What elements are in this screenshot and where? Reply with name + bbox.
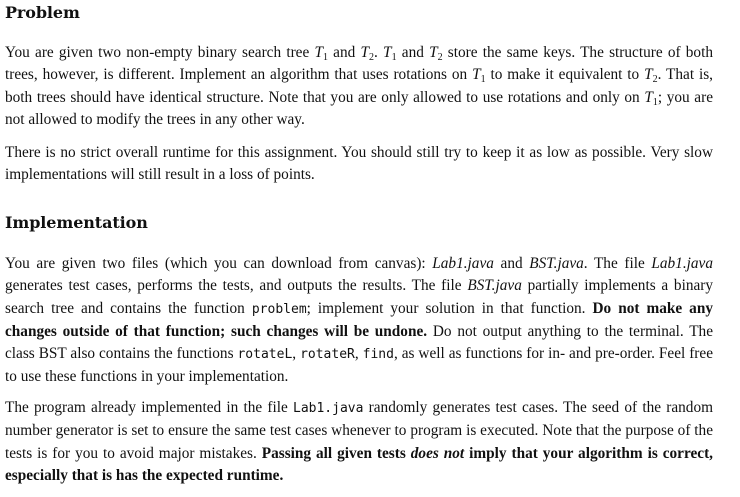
filename-lab1: Lab1.java — [651, 255, 713, 272]
code-rotater: rotateR — [300, 347, 355, 363]
math-subscript: 2 — [437, 52, 443, 63]
text-run: You are given two files (which you can download from canvas): — [5, 255, 433, 272]
text-run: , as well as functions for in- and pre-order. Feel free to use these functions in your implementation. — [5, 345, 713, 386]
math-t1 — [644, 89, 658, 106]
code-rotatel: rotateL — [237, 347, 293, 363]
text-run: imply that your algorithm is correct, especially that is has the expected runtime. — [5, 444, 713, 484]
text-run: Passing all given tests — [261, 444, 411, 462]
paragraph-tests — [5, 397, 713, 487]
text-run: . The file — [583, 255, 652, 272]
text-run: , — [354, 345, 363, 363]
math-subscript: 1 — [480, 74, 486, 86]
math-symbol: T — [360, 44, 369, 61]
math-subscript: 1 — [652, 96, 658, 108]
text-run: and — [493, 255, 530, 272]
heading-implementation: Implementation — [5, 213, 148, 232]
math-t1 — [314, 44, 328, 61]
code-lab1-java: Lab1.java — [293, 401, 364, 416]
math-subscript: 2 — [652, 74, 658, 86]
bold-warning: Do not make any changes outside of that function; such changes will be undone. — [5, 299, 713, 340]
math-symbol: T — [472, 66, 481, 84]
heading-problem: Problem — [5, 3, 80, 22]
text-run: to make it equivalent to — [485, 66, 645, 84]
math-symbol: T — [644, 88, 653, 106]
text-run: generates test cases, performs the tests, and outputs the results. The file — [5, 277, 468, 295]
math-subscript: 1 — [391, 52, 397, 63]
text-run: . That is, both trees should have identical structure. Note that you are only allowed to use rotations and only on — [5, 66, 713, 106]
math-t2 — [360, 44, 374, 61]
math-t2 — [429, 44, 443, 61]
text-run: The program already implemented in the file — [5, 399, 293, 416]
filename-lab1: Lab1.java — [432, 255, 494, 272]
emphasis-does-not: does not — [410, 444, 465, 462]
math-subscript: 2 — [369, 52, 374, 63]
text-run: partially implements a binary search tree and contains the function — [5, 277, 713, 317]
text-run: , — [292, 345, 301, 363]
code-find: find — [362, 347, 394, 363]
text-run: and — [396, 44, 430, 61]
math-symbol: T — [429, 44, 438, 61]
text-run: ; you are not allowed to modify the trees in any other way. — [5, 88, 713, 128]
filename-bst: BST.java — [467, 277, 522, 295]
filename-bst: BST.java — [529, 255, 584, 272]
paragraph-problem-statement — [5, 42, 713, 131]
paragraph-runtime-note: There is no strict overall runtime for this assignment. You should still try to keep it as low as possible. Very slow implementations will still result in a loss of points. — [5, 144, 713, 184]
text-run: You are given two non-empty binary search tree — [5, 44, 315, 61]
code-problem: problem — [251, 301, 307, 317]
math-t1 — [383, 44, 397, 61]
math-symbol: T — [383, 44, 392, 61]
math-symbol: T — [644, 66, 653, 84]
paragraph-files — [5, 253, 713, 389]
text-run: randomly generates test cases. The seed of the random number generator is set to ensure the same test cases whenever to program is executed. Note that the purpose of the tests is for you to avoid major mistakes. — [5, 399, 714, 462]
text-run: . — [374, 44, 384, 61]
text-run: and — [327, 44, 361, 61]
math-t1 — [472, 66, 486, 86]
text-run: Do not output anything to the terminal. The class BST also contains the functions — [5, 322, 713, 363]
math-symbol: T — [314, 44, 323, 61]
math-t2 — [644, 66, 658, 86]
math-subscript: 1 — [322, 52, 328, 63]
text-run: ; implement your solution in that function. — [306, 299, 593, 317]
text-run: store the same keys. The structure of both trees, however, is different. Implement an algorithm that uses rotations on — [5, 44, 713, 84]
